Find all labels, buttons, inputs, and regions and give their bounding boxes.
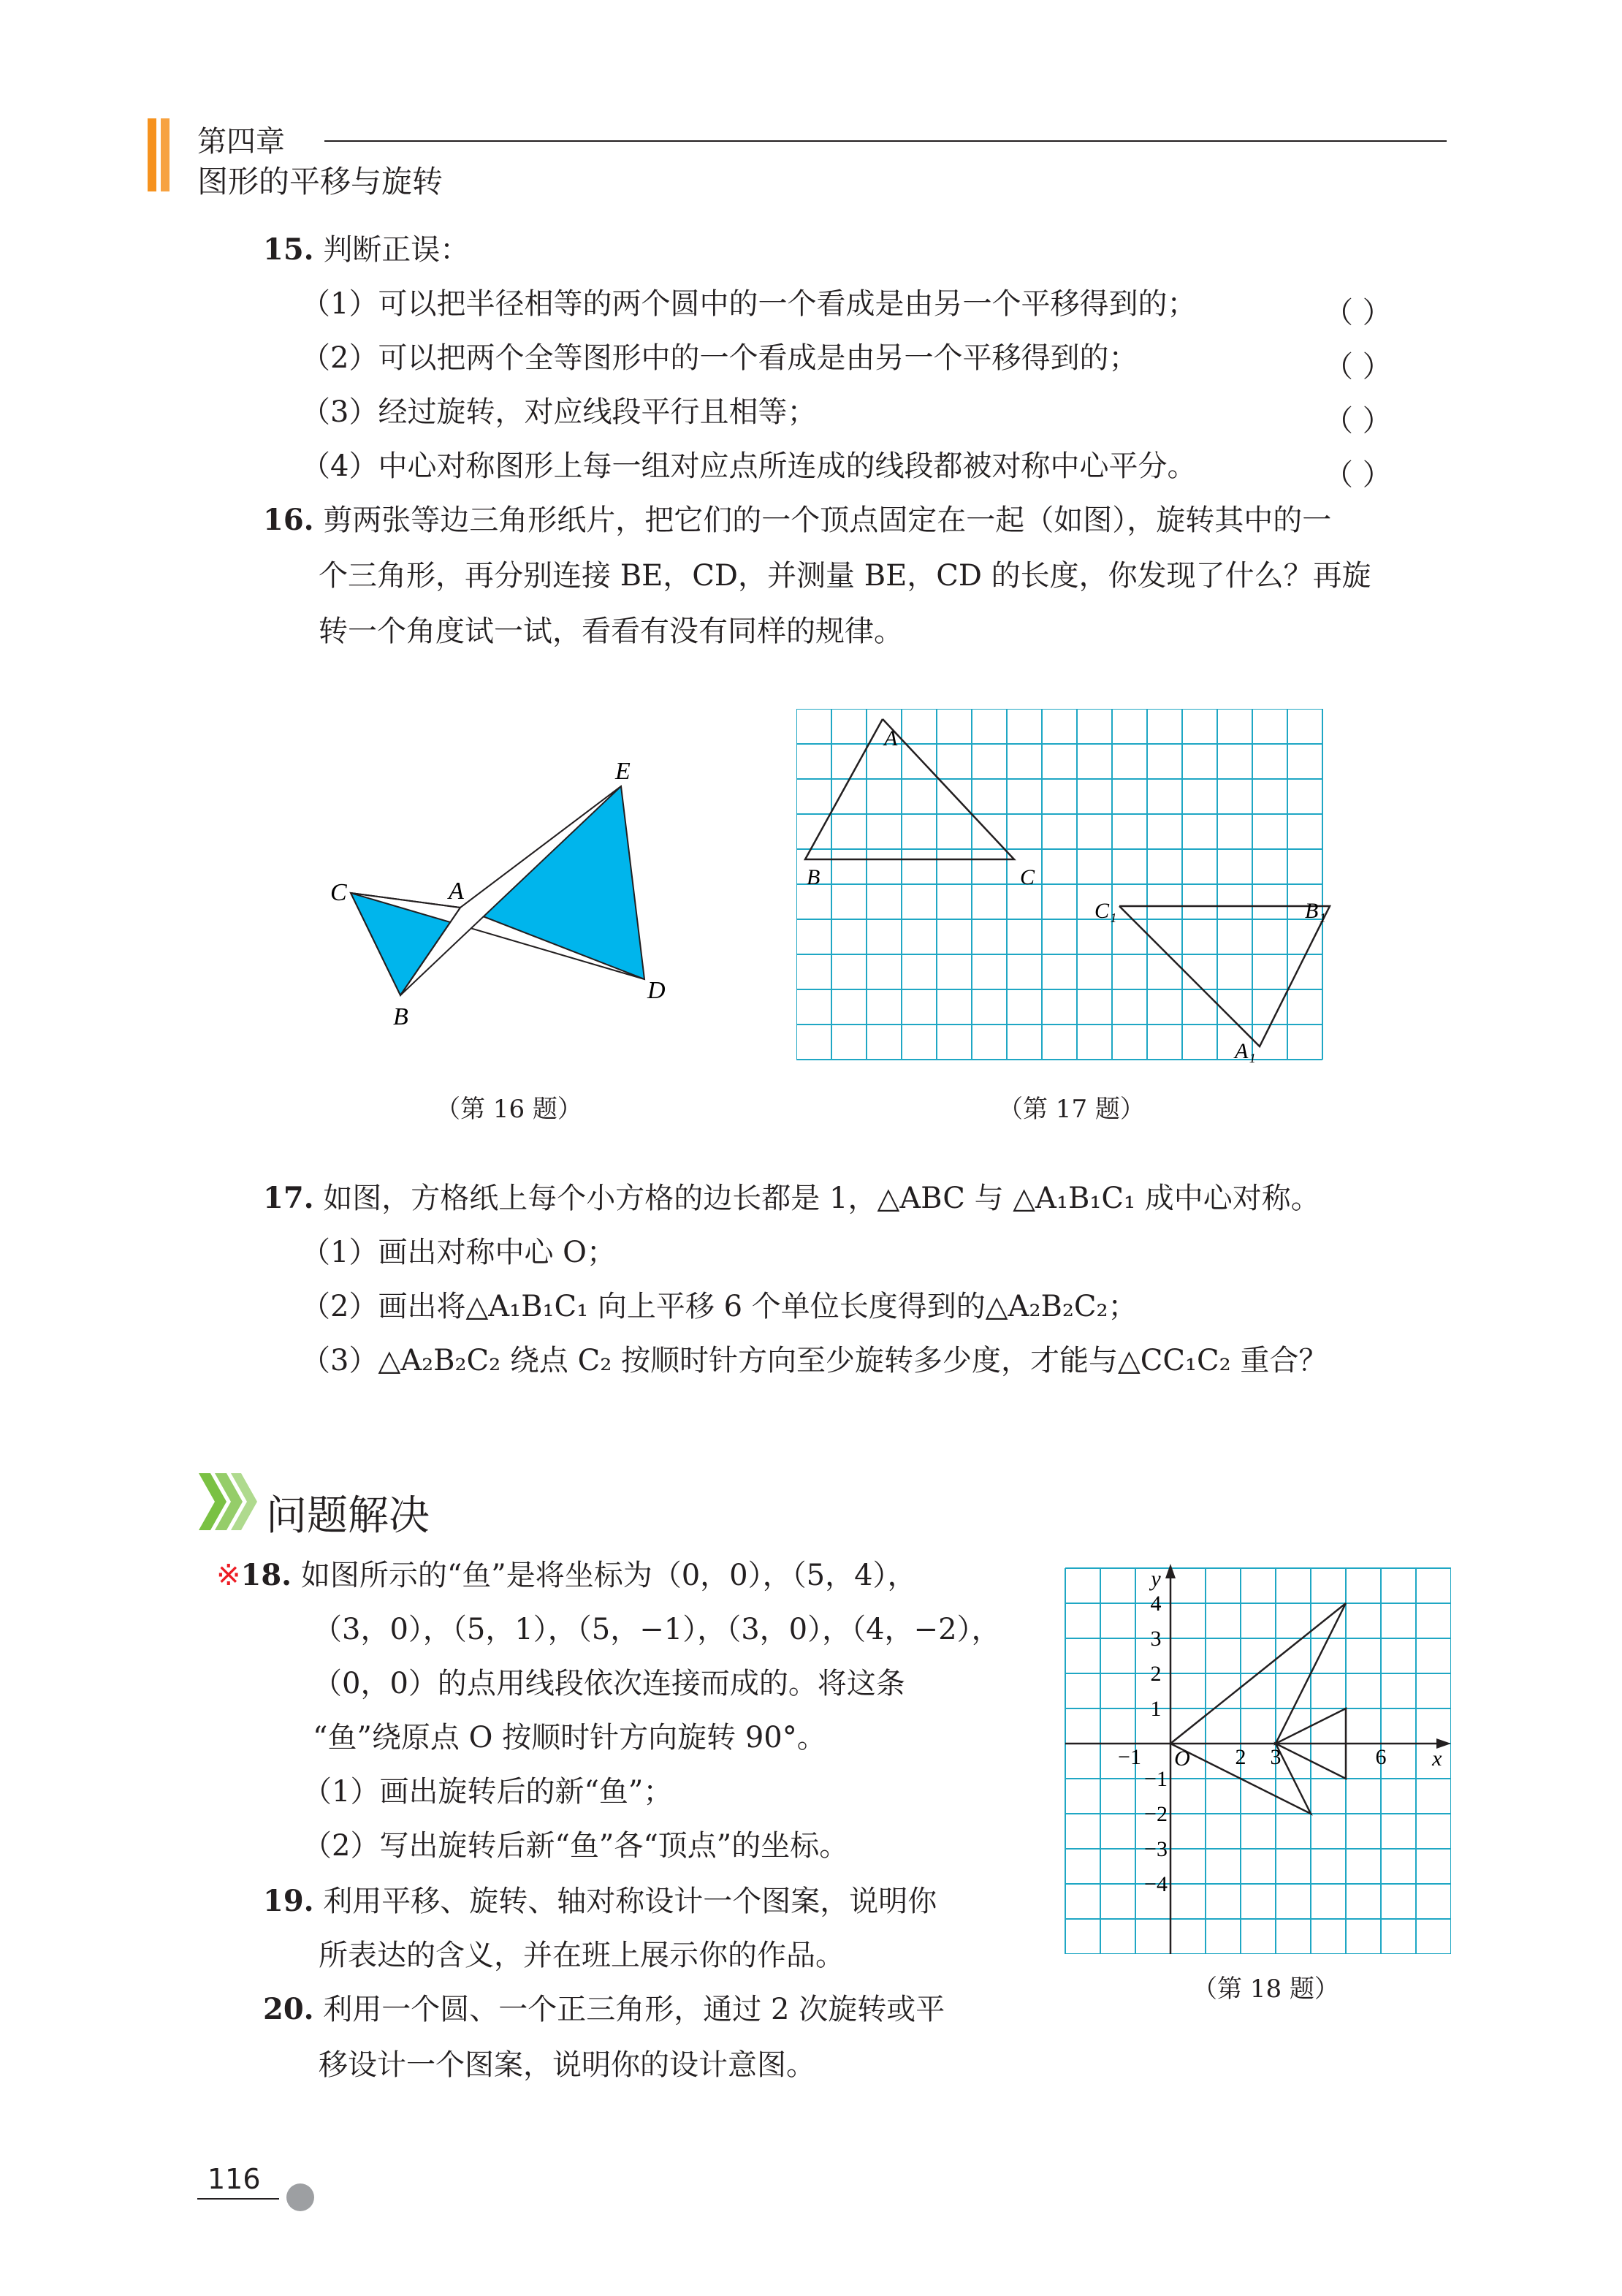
header-rule <box>324 140 1447 142</box>
page-dot <box>286 2183 314 2211</box>
page-number-rule <box>197 2198 279 2200</box>
section-arrow-icon <box>199 1469 260 1535</box>
q15-item-2: （2）可以把两个全等图形中的一个看成是由另一个平移得到的； <box>301 341 1138 375</box>
caption-17: （第 17 题） <box>998 1095 1145 1124</box>
q17-number: 17. <box>263 1181 314 1215</box>
label-c: C <box>330 879 347 906</box>
q15-item-3: （3）经过旋转，对应线段平行且相等； <box>301 395 817 429</box>
q19-line-2: 所表达的含义，并在班上展示你的作品。 <box>319 1939 845 1972</box>
q18-line-2: （3，0），（5，1），（5，−1），（3，0），（4，−2）， <box>313 1613 1001 1646</box>
y-tick-label: 2 <box>1150 1662 1162 1686</box>
q17-item-2: （2）画出将△A₁B₁C₁ 向上平移 6 个单位长度得到的△A₂B₂C₂； <box>301 1290 1138 1323</box>
q15-number: 15. <box>263 232 314 267</box>
chapter-title: 图形的平移与旋转 <box>197 164 443 199</box>
caption-16: （第 16 题） <box>435 1095 582 1124</box>
q17-item-3: （3）△A₂B₂C₂ 绕点 C₂ 按顺时针方向至少旋转多少度，才能与△CC₁C₂ 重合？ <box>301 1344 1328 1377</box>
q18-item-1: （1）画出旋转后的新“鱼”； <box>302 1775 673 1809</box>
header-accent-bar-2 <box>161 118 170 191</box>
q18-number: 18. <box>240 1558 292 1592</box>
q16-line-2: 个三角形，再分别连接 BE，CD，并测量 BE，CD 的长度，你发现了什么？再旋 <box>319 559 1371 593</box>
y-tick-label: −3 <box>1144 1837 1168 1861</box>
answer-blank-2[interactable]: （ ） <box>1324 350 1392 384</box>
q18-text-1: 如图所示的“鱼”是将坐标为（0，0），（5，4）， <box>300 1559 917 1592</box>
x-tick-label: 6 <box>1375 1745 1387 1769</box>
q19-text-1: 利用平移、旋转、轴对称设计一个图案，说明你 <box>323 1885 937 1918</box>
figure-17 <box>796 709 1352 1074</box>
q20-line-1 <box>263 1992 945 2026</box>
q20-text-1: 利用一个圆、一个正三角形，通过 2 次旋转或平 <box>323 1993 945 2026</box>
answer-blank-1[interactable]: （ ） <box>1324 296 1392 330</box>
y-tick-label: 1 <box>1150 1697 1162 1721</box>
q16-line-1 <box>263 503 1332 537</box>
label-c-17: C <box>1020 865 1035 889</box>
x-tick-label: 2 <box>1235 1745 1246 1769</box>
label-c1-17: C₁ <box>1094 899 1117 923</box>
q15-stem-line <box>263 232 470 267</box>
label-e: E <box>615 758 631 785</box>
section-title: 问题解决 <box>266 1492 430 1540</box>
y-tick-label: −4 <box>1144 1872 1168 1896</box>
label-d: D <box>647 977 666 1004</box>
label-b: B <box>393 1003 408 1030</box>
q17-item-1: （1）画出对称中心 O； <box>301 1236 616 1269</box>
x-tick-label: −1 <box>1118 1745 1141 1769</box>
q19-line-1 <box>263 1884 937 1918</box>
q15-item-1: （1）可以把半径相等的两个圆中的一个看成是由另一个平移得到的； <box>301 287 1197 321</box>
q18-line-4: “鱼”绕原点 O 按顺时针方向旋转 90°。 <box>313 1721 826 1755</box>
y-tick-label: 3 <box>1150 1627 1162 1651</box>
q15-stem: 判断正误： <box>323 233 470 267</box>
q18-item-2: （2）写出旋转后新“鱼”各“顶点”的坐标。 <box>302 1829 849 1863</box>
triangle-abc-17 <box>805 719 1014 859</box>
q16-line-3: 转一个角度试一试，看看有没有同样的规律。 <box>319 615 903 648</box>
q18-line-1 <box>216 1558 917 1592</box>
label-a-17: A <box>884 726 898 750</box>
q18-line-3: （0，0）的点用线段依次连接而成的。将这条 <box>313 1667 905 1700</box>
q17-stem: 如图，方格纸上每个小方格的边长都是 1，△ABC 与 △A₁B₁C₁ 成中心对称。 <box>323 1182 1320 1215</box>
label-b1-17: B₁ <box>1305 899 1326 923</box>
chapter-label: 第四章 <box>197 125 285 159</box>
header-accent-bar <box>148 118 156 191</box>
y-tick-label: −1 <box>1144 1767 1168 1791</box>
q20-line-2: 移设计一个图案，说明你的设计意图。 <box>319 2048 815 2082</box>
label-a: A <box>449 878 464 905</box>
figure-16 <box>307 738 716 1045</box>
page-number: 116 <box>207 2163 261 2195</box>
x-axis-label: x <box>1432 1746 1442 1771</box>
q17-stem-line <box>263 1181 1320 1215</box>
y-tick-label: −2 <box>1144 1802 1168 1826</box>
answer-blank-3[interactable]: （ ） <box>1324 404 1392 438</box>
y-axis-arrow <box>1165 1564 1176 1578</box>
label-a1-17: A₁ <box>1235 1039 1256 1063</box>
label-b-17: B <box>807 865 820 889</box>
q15-item-4: （4）中心对称图形上每一组对应点所连成的线段都被对称中心平分。 <box>301 449 1197 483</box>
q16-number: 16. <box>263 503 314 537</box>
answer-blank-4[interactable]: （ ） <box>1324 458 1392 492</box>
axis-tick-labels <box>1118 1567 1442 1896</box>
origin-label: O <box>1174 1746 1190 1771</box>
q20-number: 20. <box>263 1992 314 2026</box>
figure-18 <box>1061 1564 1451 1954</box>
x-tick-label: 3 <box>1270 1745 1282 1769</box>
grid-17 <box>796 709 1322 1060</box>
optional-mark: ※ <box>216 1559 241 1592</box>
q19-number: 19. <box>263 1884 314 1918</box>
y-tick-label: 4 <box>1150 1592 1162 1616</box>
y-axis-label: y <box>1151 1567 1161 1591</box>
triangle-a1b1c1 <box>1119 906 1330 1046</box>
caption-18: （第 18 题） <box>1192 1974 1339 2004</box>
q16-text-1: 剪两张等边三角形纸片，把它们的一个顶点固定在一起（如图），旋转其中的一 <box>323 503 1332 537</box>
